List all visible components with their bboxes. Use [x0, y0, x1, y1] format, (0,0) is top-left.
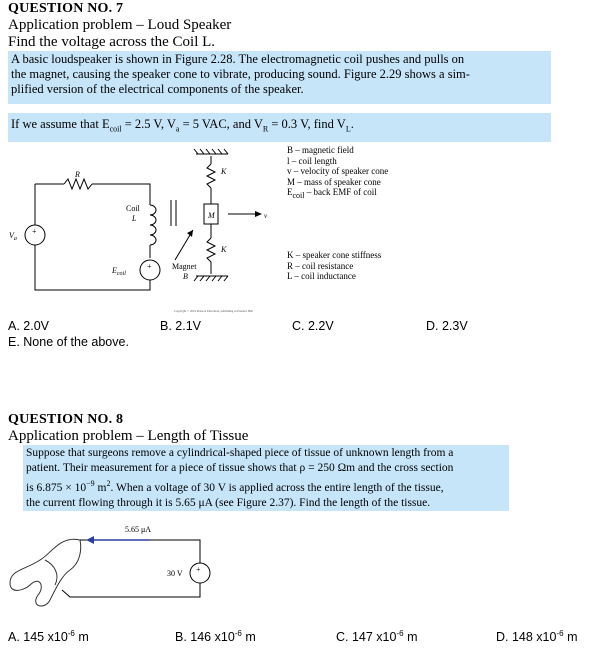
- coil-inductor: [150, 205, 156, 245]
- q8-choice-a[interactable]: A. 145 $x10^{-6}$ m: [8, 629, 89, 645]
- q7-choice-e[interactable]: E. None of the above.: [8, 335, 129, 349]
- label-k-top: K: [221, 167, 227, 176]
- q7-choice-c[interactable]: C. 2.2V: [292, 319, 334, 333]
- spring-bottom: [207, 238, 215, 262]
- svg-text:+: +: [147, 262, 152, 271]
- question-8-paragraph: [23, 445, 509, 511]
- label-b: B: [183, 272, 188, 281]
- label-ecoil: $E_{coil}$: [112, 266, 126, 277]
- current-arrowhead: [86, 536, 94, 544]
- question-7-number: QUESTION NO. 7: [8, 1, 124, 16]
- ground-top: [194, 149, 228, 154]
- label-va: $V_a$: [9, 231, 17, 242]
- question-7-subtitle: Find the voltage across the Coil L.: [8, 34, 216, 50]
- label-v: v: [264, 212, 268, 220]
- loudspeaker-circuit-figure: [0, 140, 280, 320]
- label-magnet: Magnet: [172, 262, 197, 271]
- q8-para-line-3: is $6.875 \times 10^{-9}$ $m^2$. When a voltage of 30 V is applied across the entire length of the tissue,: [26, 479, 444, 494]
- q7-legend-top: B – magnetic field l – coil length v – velocity of speaker cone M – mass of speaker cone $E_{coil}$ – back EMF of coil: [287, 145, 389, 200]
- label-current: 5.65 μA: [125, 525, 152, 534]
- q8-choice-c[interactable]: C. 147 $x10^{-6}$ m: [336, 629, 418, 645]
- question-8-title: Application problem – Length of Tissue: [8, 428, 249, 444]
- q7-para-line-1: A basic loudspeaker is shown in Figure 2.28. The electromagnetic coil pushes and pulls on: [11, 52, 465, 66]
- velocity-arrowhead: [255, 211, 262, 217]
- label-k-bottom: K: [221, 245, 227, 254]
- q8-choice-b[interactable]: B. 146 $x10^{-6}$ m: [175, 629, 256, 645]
- svg-text:+: +: [32, 227, 37, 236]
- question-7-given: If we assume that $E_{coil} = 2.5$ V, $V_a = 5$ VAC, and $V_R = 0.3$ V, find $V_L$.: [8, 113, 551, 142]
- ground-bottom: [194, 276, 228, 281]
- label-coil: Coil: [126, 204, 140, 213]
- q7-choice-b[interactable]: B. 2.1V: [160, 319, 201, 333]
- wire-top: [80, 540, 200, 563]
- q7-para-line-2: the magnet, causing the speaker cone to vibrate, producing sound. Figure 2.29 shows a sim-: [11, 67, 470, 81]
- q8-para-line-1: Suppose that surgeons remove a cylindrical-shaped piece of tissue of unknown length from a: [26, 447, 454, 459]
- q8-para-line-4: the current flowing through it is 5.65 μA (see Figure 2.37). Find the length of the tissue.: [26, 496, 431, 509]
- tissue-circuit-figure: [0, 515, 240, 620]
- q7-legend-bottom: K – speaker cone stiffness R – coil resistance L – coil inductance: [287, 250, 382, 281]
- spring-top: [207, 164, 215, 188]
- label-r: R: [75, 170, 80, 179]
- wire-top-right: [92, 184, 150, 205]
- q7-choice-a[interactable]: A. 2.0V: [8, 319, 49, 333]
- figure-copyright: Copyright © 2016 Pearson Education, publishing as Prentice Hall: [174, 309, 254, 313]
- svg-text:+: +: [196, 565, 201, 574]
- label-m: M: [208, 211, 215, 220]
- q7-choice-d[interactable]: D. 2.3V: [426, 319, 468, 333]
- q8-choice-d[interactable]: D. 148 $x10^{-6}$ m: [496, 629, 578, 645]
- q7-para-line-3: plified version of the electrical components of the speaker.: [11, 82, 304, 96]
- wire-bottom: [35, 245, 150, 290]
- wire-bottom: [62, 583, 200, 597]
- tissue-shape: [10, 539, 81, 606]
- label-voltage: 30 V: [167, 569, 183, 578]
- question-8-number: QUESTION NO. 8: [8, 412, 124, 427]
- resistor-r: [64, 179, 92, 189]
- question-7-paragraph: [8, 51, 551, 104]
- label-l: L: [132, 214, 137, 223]
- q8-para-line-2: patient. Their measurement for a piece of tissue shows that ρ = 250 Ωm and the cross section: [26, 462, 454, 474]
- question-7-title: Application problem – Loud Speaker: [8, 17, 232, 33]
